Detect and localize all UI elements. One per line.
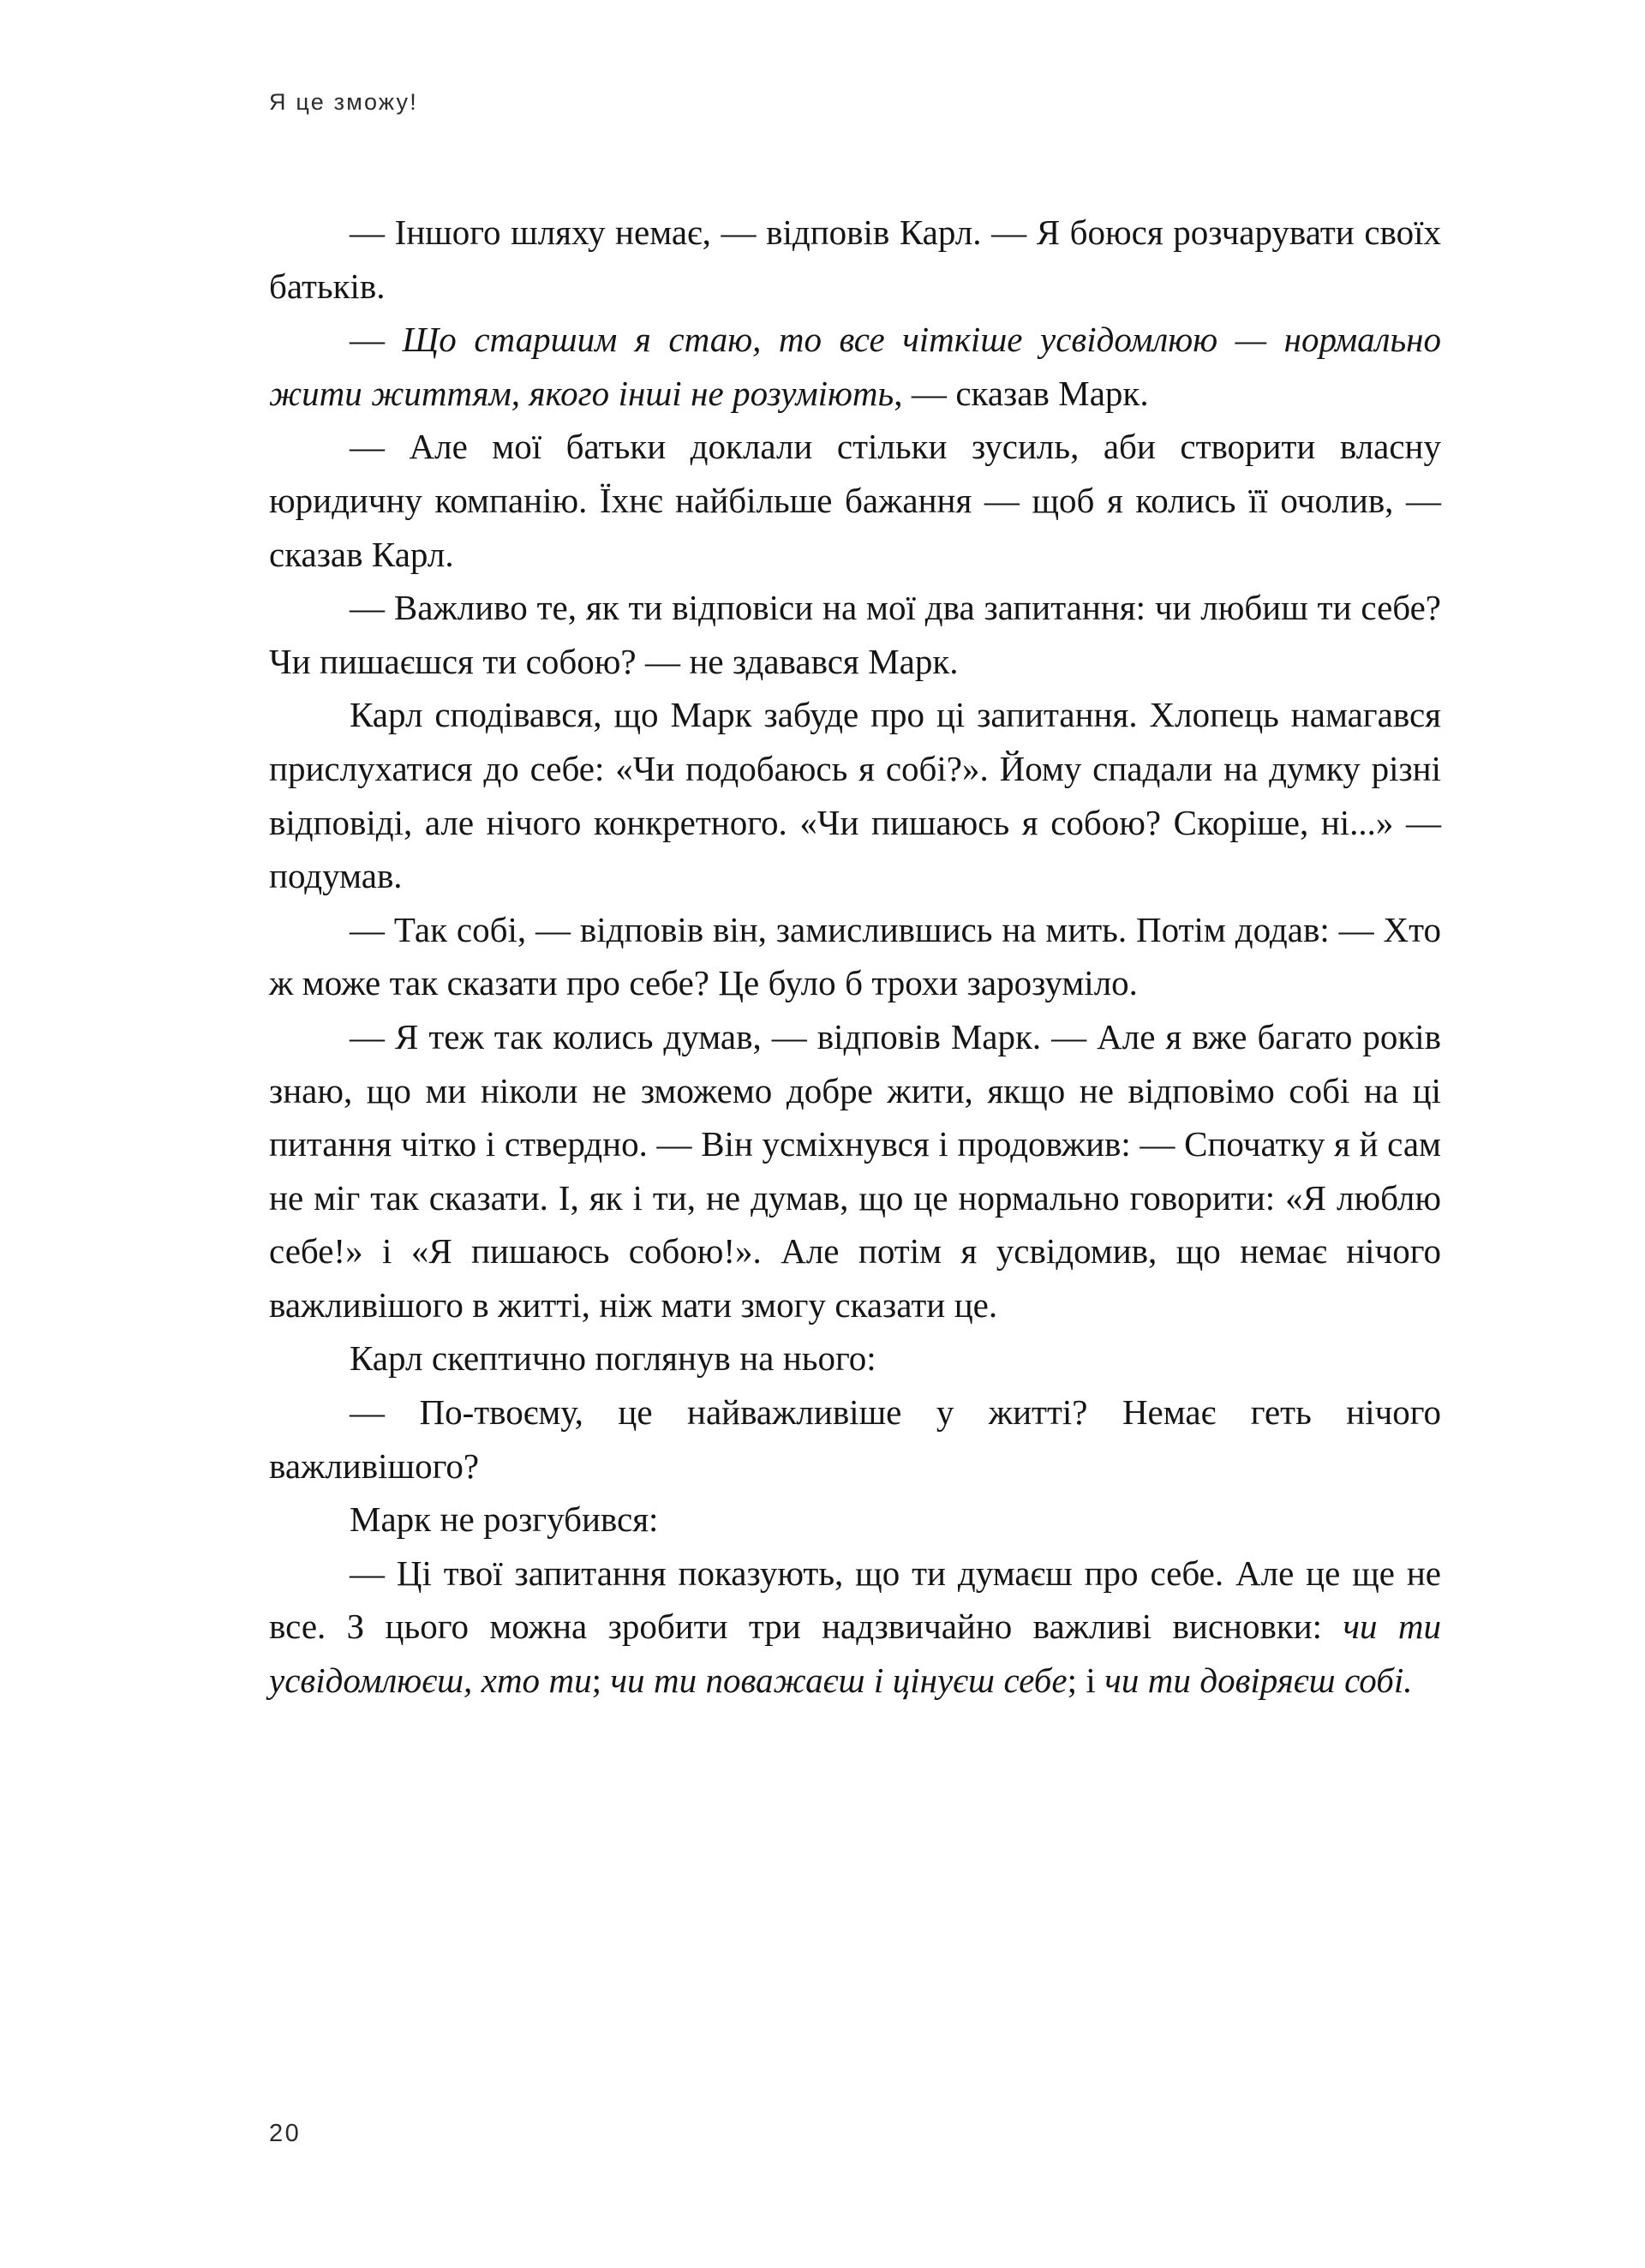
text-run: — Іншого шляху немає, — відповів Карл. — Я боюся розчарувати своїх батьків. [269, 212, 1441, 306]
body-paragraph [269, 1331, 1441, 1385]
text-run: ; [591, 1661, 611, 1701]
text-run: — [350, 320, 403, 360]
text-run: , — сказав Марк. [894, 373, 1149, 413]
text-run: — Так собі, — відповів він, замислившись на мить. Потім додав: — Хто ж може так сказати про себе? Це було б трохи зарозуміло. [269, 909, 1441, 1003]
text-run: — Я теж так колись думав, — відповів Марк. — Але я вже багато років знаю, що ми ніколи не зможемо добре жити, якщо не відповімо собі на ці питання чітко і ствердно. — Він усміхнувся і продовжив: — Спочатку я й сам не міг так сказати. І, як і ти, не думав, що це нормально говорити: «Я люблю себе!» і «Я пишаюсь собою!». Але потім я усвідомив, що немає нічого важливішого в житті, ніж мати змогу сказати це. [269, 1016, 1441, 1325]
emphasis-text-run: чи ти усвідомлюєш, хто ти [269, 1607, 1441, 1701]
body-paragraph [269, 313, 1441, 420]
body-paragraph [269, 688, 1441, 902]
emphasis-text-run: чи ти довіряєш собі. [1104, 1661, 1413, 1701]
body-paragraph [269, 1547, 1441, 1708]
body-paragraph [269, 1010, 1441, 1332]
body-paragraph [269, 1385, 1441, 1493]
emphasis-text-run: чи ти поважаєш і цінуєш себе [610, 1661, 1068, 1701]
text-run: — Але мої батьки доклали стільки зусиль, аби створити власну юридичну компанію. Їхнє найбільше бажання — щоб я колись її очолив, — сказав Карл. [269, 427, 1441, 574]
body-paragraph [269, 420, 1441, 581]
text-run: — Важливо те, як ти відповіси на мої два запитання: чи любиш ти себе? Чи пишаєшся ти собою? — не здавався Марк. [269, 588, 1441, 681]
body-paragraph [269, 206, 1441, 313]
text-run: ; і [1067, 1661, 1105, 1701]
text-run: Карл скептично поглянув на нього: [350, 1338, 876, 1379]
body-paragraph [269, 903, 1441, 1010]
running-head-title: Я це зможу! [269, 89, 418, 115]
body-paragraph [269, 1493, 1441, 1547]
text-run: — По-твоєму, це найважливіше у житті? Немає геть нічого важливішого? [269, 1392, 1441, 1486]
emphasis-text-run: Що старшим я стаю, то все чіткіше усвідомлюю — нормально жити життям, якого інші не розуміють [269, 320, 1441, 413]
body-paragraph [269, 581, 1441, 688]
text-run: Марк не розгубився: [350, 1499, 659, 1540]
body-text-block [269, 206, 1441, 1708]
page-number-folio: 20 [269, 2120, 302, 2147]
text-run: Карл сподівався, що Марк забуде про ці запитання. Хлопець намагався прислухатися до себе: «Чи подобаюсь я собі?». Йому спадали на думку різні відповіді, але нічого конкретного. «Чи пишаюсь я собою? Скоріше, ні...» — подумав. [269, 695, 1441, 896]
text-run: — Ці твої запитання показують, що ти думаєш про себе. Але це ще не все. З цього можна зробити три надзвичайно важливі висновки: [269, 1553, 1441, 1647]
